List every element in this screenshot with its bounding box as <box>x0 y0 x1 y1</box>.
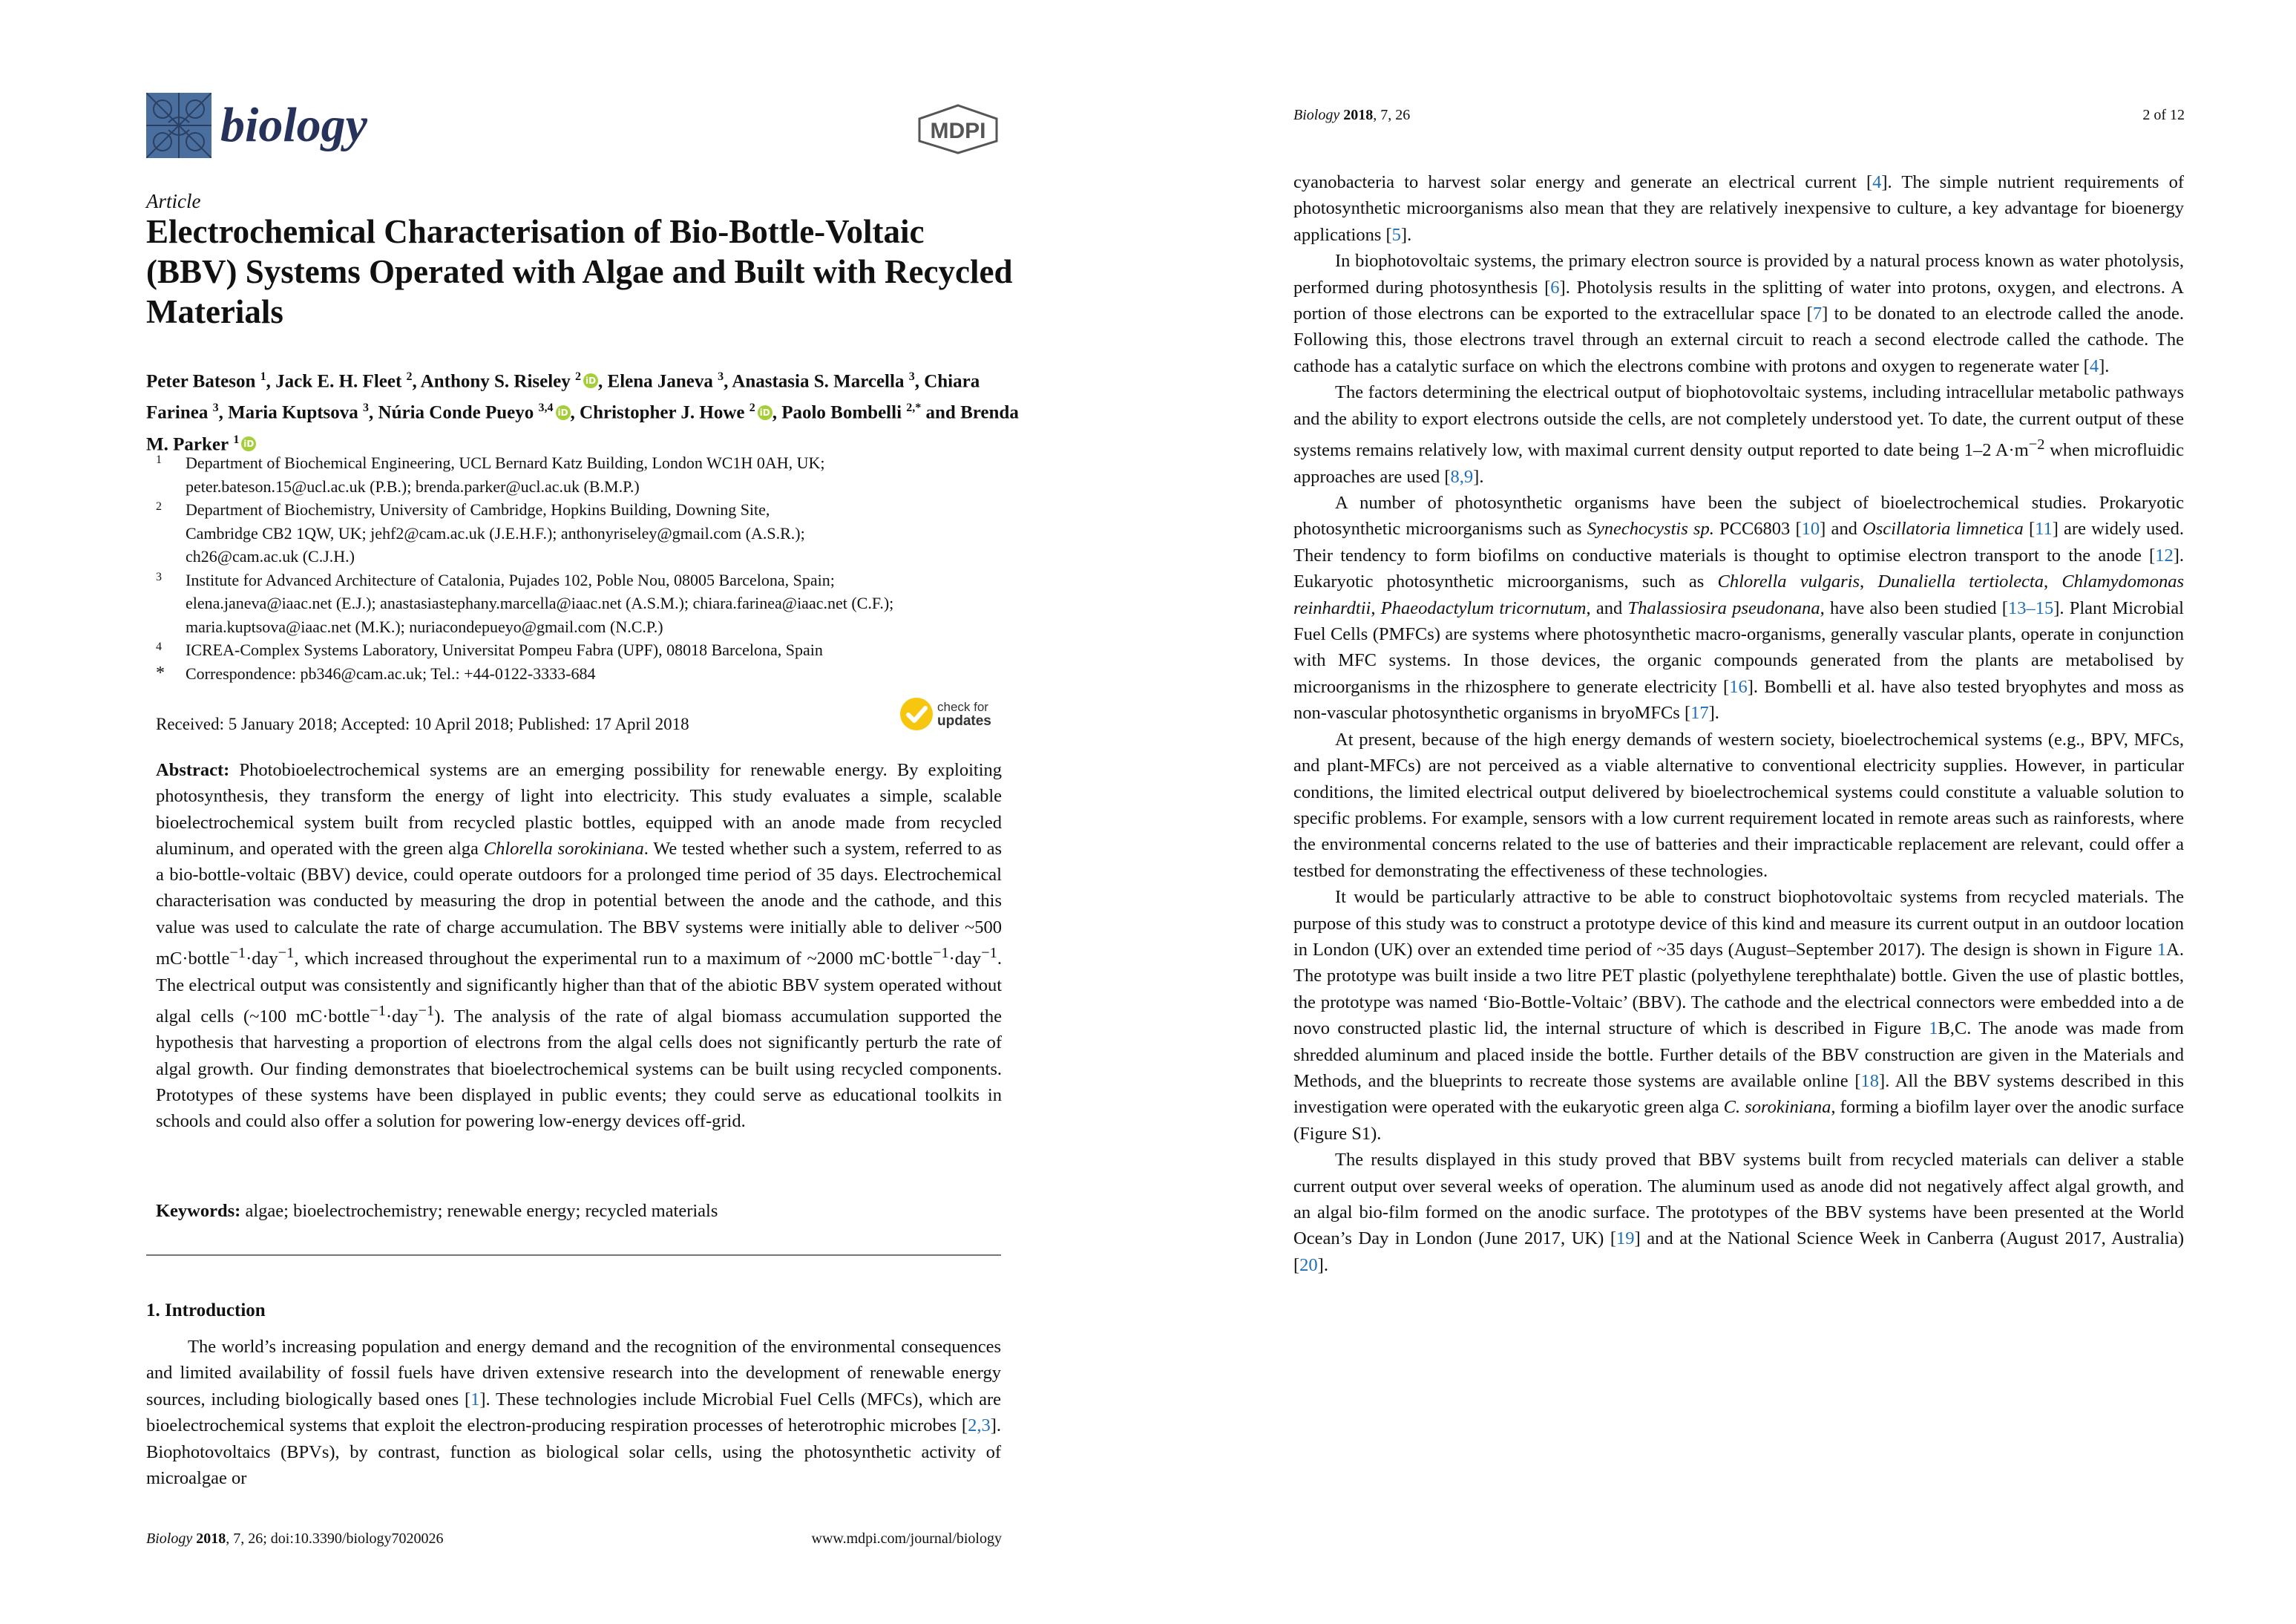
author-separator: , <box>369 402 378 423</box>
affiliation-line: Institute for Advanced Architecture of Catalonia, Pujades 102, Poble Nou, 08005 Barcelona, Spain; <box>186 570 835 589</box>
affiliation-line: ICREA-Complex Systems Laboratory, Universitat Pompeu Fabra (UPF), 08018 Barcelona, Spain <box>186 641 823 659</box>
publisher-name: MDPI <box>930 119 986 143</box>
affiliation-number: 1 <box>156 454 162 466</box>
author-affiliation-marker: 3 <box>212 402 219 415</box>
text: ] are widely used. Their tendency to form biofilms on conductive materials is thought to optimise electron transport to the anode [ <box>1293 519 2185 566</box>
abstract-sup: −1 <box>932 945 949 962</box>
paragraph <box>1293 248 2184 379</box>
running-head <box>1293 107 1410 124</box>
footer-citation <box>146 1530 444 1548</box>
abstract-text-2: . We tested whether such a system, referred to as a bio-bottle-voltaic (BBV) device, could operate outdoors for a prolonged time period of 35 days. Electrochemical characterisation was conducted by measuring the drop in potential between the anode and the cathode, and this value was used to calculate the rate of charge accumulation. The BBV systems were initially able to deliver ~500 mC·bottle <box>156 838 1002 969</box>
text: ]. Plant Microbial Fuel Cells (PMFCs) are systems where photosynthetic macro-organisms, generally vascular plants, operate in conjunction with MFC systems. In those devices, the organic compounds generated from the plants are metabolised by microorganisms in the rhizosphere to generate electricity [ <box>1293 597 2184 697</box>
footer-url[interactable]: www.mdpi.com/journal/biology <box>811 1530 1002 1547</box>
citation-link[interactable]: 16 <box>1729 676 1748 697</box>
paragraph <box>1293 379 2184 490</box>
affiliation-number: 3 <box>156 570 162 583</box>
text: ]. <box>2099 356 2110 376</box>
check-updates-icon <box>900 698 933 730</box>
abstract-sup: −1 <box>278 945 295 962</box>
citation-link[interactable]: 7 <box>1812 304 1823 324</box>
species-name: Chlorella vulgaris <box>1717 572 1860 592</box>
author-list <box>146 364 1022 458</box>
affiliation-text <box>186 569 1024 639</box>
text: A. The prototype was built inside a two litre PET plastic (polyethylene terephthalate) bottle. Given the use of plastic bottles, the prototype was named ‘Bio-Bottle-Voltaic’ (BBV). The cathode and the electrical connectors were embedded into a de novo constructed plastic lid, the internal structure of which is described in Figure <box>1293 939 2184 1039</box>
citation-link[interactable]: 20 <box>1299 1254 1318 1275</box>
text: [ <box>2023 519 2036 540</box>
abstract <box>156 757 1002 1134</box>
running-head-details: , 7, 26 <box>1373 107 1411 123</box>
abstract-text-3c: ·day <box>385 1006 419 1027</box>
article-type: Article <box>146 190 201 212</box>
paragraph <box>1293 490 2184 727</box>
check-for-updates-badge[interactable] <box>900 698 991 730</box>
citation-link[interactable]: 19 <box>1616 1228 1635 1249</box>
introduction-paragraph <box>146 1334 1001 1491</box>
text: , and <box>1586 597 1628 618</box>
keywords <box>156 1201 718 1222</box>
text: ]. The simple nutrient requirements of photosynthetic microorganisms also mean that they are relatively inexpensive to culture, a key advantage for bioenergy applications [ <box>1293 172 2184 245</box>
affiliation-line: maria.kuptsova@iaac.net (M.K.); nuriacondepueyo@gmail.com (N.C.P.) <box>186 617 663 636</box>
affiliation-line: elena.janeva@iaac.net (E.J.); anastasiastephany.marcella@iaac.net (A.S.M.); chiara.farinea@iaac.net (C.F.); <box>186 594 894 612</box>
abstract-sup: −1 <box>229 945 246 962</box>
abstract-sup: −1 <box>418 1002 435 1019</box>
author-affiliation-marker: 3 <box>908 370 915 383</box>
abstract-species: Chlorella sorokiniana <box>483 838 644 859</box>
affiliation-line: Correspondence: pb346@cam.ac.uk; Tel.: +44-0122-3333-684 <box>186 664 596 683</box>
page-2 <box>1148 0 2296 1624</box>
author-separator: , <box>598 371 608 392</box>
page-number: 2 of 12 <box>2142 107 2185 123</box>
author-affiliation-marker: 1 <box>260 370 266 383</box>
text: , <box>2044 572 2062 592</box>
text: ]. <box>1473 466 1484 487</box>
affiliation-text <box>186 451 1024 498</box>
species-name: Dunaliella tertiolecta <box>1877 572 2044 592</box>
orcid-icon[interactable]: iD <box>583 373 598 388</box>
author-name: Anastasia S. Marcella <box>732 371 905 392</box>
text: ]. Eukaryotic photosynthetic microorganisms, such as <box>1293 545 2184 592</box>
text: The factors determining the electrical output of biophotovoltaic systems, including intracellular metabolic pathways and the ability to export electrons outside the cells, are not completely understood yet. To date, the current output of these systems remains relatively low, with maximal current density output reported to date being 1–2 A·m <box>1293 382 2184 461</box>
citation-link[interactable]: 17 <box>1690 703 1709 724</box>
paragraph <box>1293 169 2184 248</box>
affiliation-number: 2 <box>156 500 162 513</box>
abstract-text-3b: ·day <box>948 949 982 969</box>
text: PCC6803 [ <box>1713 519 1802 540</box>
citation-link[interactable]: 12 <box>2155 545 2174 566</box>
species-name: C. sorokiniana <box>1723 1097 1831 1118</box>
citation-link[interactable]: 4 <box>1872 172 1882 192</box>
journal-name: biology <box>220 98 367 152</box>
intro-text: The world’s increasing population and energy demand and the recognition of the environmental consequences and limited availability of fossil fuels have driven extensive research into the development of renewable energy sources, including biologically based ones [ <box>146 1337 1001 1409</box>
affiliation-text <box>186 498 1024 569</box>
article-title: Electrochemical Characterisation of Bio-Bottle-Voltaic (BBV) Systems Operated with Algae and Built with Recycled Materials <box>146 213 1013 330</box>
author-name: Christopher J. Howe <box>580 402 745 423</box>
species-name: Thalassiosira pseudonana <box>1627 597 1820 618</box>
abstract-text-4: , which increased throughout the experimental run to a maximum of ~2000 mC·bottle <box>294 949 933 969</box>
author-separator: , <box>772 402 782 423</box>
mdpi-logo-icon <box>916 104 1000 158</box>
keywords-label: Keywords: <box>156 1201 241 1221</box>
author-name: Peter Bateson <box>146 371 256 392</box>
author-affiliation-marker: 1 <box>233 433 240 446</box>
author-name: Anthony S. Riseley <box>420 371 571 392</box>
author-affiliation-marker: 3,4 <box>538 402 554 415</box>
citation-link[interactable]: 8,9 <box>1450 466 1474 487</box>
citation-link[interactable]: 4 <box>2089 356 2099 376</box>
affiliation-item <box>156 638 1024 662</box>
author-affiliation-marker: 2,* <box>906 402 922 415</box>
author-name: Paolo Bombelli <box>781 402 902 423</box>
author-name: Maria Kuptsova <box>228 402 358 423</box>
affiliation-item <box>156 662 1024 686</box>
check-updates-line2: updates <box>937 713 991 729</box>
text: B,C. The anode was made from shredded aluminum and placed inside the bottle. Further details of the BBV construction are given in the Materials and Methods, and the blueprints to recreate those systems are available online [ <box>1293 1018 2184 1091</box>
author-separator: , <box>218 402 229 423</box>
species-name: Phaeodactylum tricornutum <box>1380 597 1587 618</box>
journal-logo <box>146 93 367 158</box>
citation-link[interactable]: 6 <box>1550 277 1560 298</box>
orcid-icon[interactable]: iD <box>758 405 773 420</box>
intro-text: ]. Biophotovoltaics (BPVs), by contrast, function as biological solar cells, using the photosynthetic activity of microalgae or <box>146 1415 1001 1489</box>
intro-text: ]. These technologies include Microbial Fuel Cells (MFCs), which are bioelectrochemical systems that exploit the electron-producing respiration processes of heterotrophic microbes [ <box>146 1389 1002 1436</box>
citation-link[interactable]: 5 <box>1391 224 1401 245</box>
species-name: Oscillatoria limnetica <box>1863 519 2024 540</box>
author-separator: , <box>724 371 732 392</box>
affiliation-item <box>156 451 1024 498</box>
author-separator: , <box>266 371 276 392</box>
text: ]. <box>1317 1254 1328 1275</box>
footer-year: 2018 <box>196 1530 226 1547</box>
text: ] to be donated to an electrode called the anode. Following this, those electrons travel through an external circuit to reach a second electrode called the cathode. The cathode has a catalytic surface on which the electrons combine with protons and oxygen to regenerate water [ <box>1293 304 2185 376</box>
running-head-journal: Biology <box>1293 107 1340 123</box>
affiliation-item <box>156 569 1024 639</box>
text: , <box>1371 597 1381 618</box>
orcid-icon[interactable]: iD <box>241 436 256 451</box>
author-name: Núria Conde Pueyo <box>378 402 534 423</box>
abstract-label: Abstract: <box>156 760 230 780</box>
paragraph: At present, because of the high energy demands of western society, bioelectrochemical systems (e.g., BPV, MFCs, and plant-MFCs) are not perceived as a viable alternative to conventional electricity supplies. However, in particular conditions, the limited electrical output delivered by bioelectrochemical systems could constitute a valuable solution to specific problems. For example, sensors with a low current requirement located in remote areas such as rainforests, where the environmental concerns related to the use of batteries and their impracticable replacement are relevant, could offer a testbed for demonstrating the effectiveness of these technologies. <box>1293 729 2184 881</box>
author-affiliation-marker: 3 <box>363 402 370 415</box>
paragraph <box>1293 884 2184 1147</box>
author-separator: , <box>914 371 925 392</box>
author-name: Elena Janeva <box>607 371 713 392</box>
orcid-icon[interactable]: iD <box>556 405 571 420</box>
affiliation-line: ch26@cam.ac.uk (C.J.H.) <box>186 547 355 566</box>
author-affiliation-marker: 3 <box>718 370 724 383</box>
text: In biophotovoltaic systems, the primary electron source is provided by a natural process known as water photolysis, performed during photosynthesis [ <box>1293 251 2184 298</box>
section-heading-introduction: 1. Introduction <box>146 1300 266 1320</box>
text: A number of photosynthetic organisms have been the subject of bioelectrochemical studies. Prokaryotic photosynthetic microorganisms such as <box>1293 493 2184 540</box>
text: when microfluidic approaches are used [ <box>1293 440 2184 487</box>
section-divider <box>146 1254 1001 1256</box>
citation-link[interactable]: 11 <box>2035 519 2053 540</box>
text: , have also been studied [ <box>1820 597 2008 618</box>
check-updates-line1: check for <box>937 700 988 714</box>
abstract-text-5: . The electrical output was consistently and significantly higher than that of the abiotic BBV system operated without algal cells (~100 mC·bottle <box>156 949 1002 1027</box>
affiliation-text <box>186 662 1024 686</box>
text: The results displayed in this study proved that BBV systems built from recycled materials can deliver a stable current output over several weeks of operation. The aluminum used as anode did not negatively affect algal growth, and an algal bio-film formed on the anodic surface. The prototypes of the BBV systems have been presented at the World Ocean’s Day in London (June 2017, UK) [ <box>1293 1150 2184 1249</box>
footer-journal: Biology <box>146 1530 193 1547</box>
body-text <box>1293 169 2184 1278</box>
text: ]. <box>1400 224 1412 245</box>
text: ] and <box>1820 519 1863 540</box>
abstract-text-6: ). The analysis of the rate of algal biomass accumulation supported the hypothesis that harvesting a proportion of electrons from the algal cells does not significantly perturb the rate of algal growth. Our finding demonstrates that bioelectrochemical systems can be built using recycled components. Prototypes of these systems have been displayed in public events; they could serve as educational toolkits in schools and could also offer a solution for powering low-energy devices off-grid. <box>156 1006 1002 1132</box>
affiliation-item <box>156 498 1024 569</box>
affiliation-text <box>186 638 1024 662</box>
abstract-text-3: ·day <box>246 949 278 969</box>
author-separator: , <box>412 371 421 392</box>
abstract-text-1: Photobioelectrochemical systems are an emerging possibility for renewable energy. By exploiting photosynthesis, they transform the energy of light into electricity. This study evaluates a simple, scalable bioelectrochemical system built from recycled plastic bottles, equipped with an anode made from recycled aluminum, and operated with the green alga <box>156 760 1003 859</box>
affiliation-line: Cambridge CB2 1QW, UK; jehf2@cam.ac.uk (J.E.H.F.); anthonyriseley@gmail.com (A.S.R.); <box>186 523 805 543</box>
author-separator: , <box>570 402 580 423</box>
figure-link[interactable]: 1 <box>1929 1018 1938 1039</box>
affiliation-number: * <box>156 663 165 683</box>
abstract-sup: −1 <box>981 945 997 962</box>
footer-details: , 7, 26; doi:10.3390/biology7020026 <box>226 1530 444 1547</box>
publication-dates: Received: 5 January 2018; Accepted: 10 April 2018; Published: 17 April 2018 <box>156 715 689 733</box>
author-affiliation-marker: 2 <box>406 370 413 383</box>
citation-link[interactable]: 18 <box>1860 1070 1880 1091</box>
citation-link[interactable]: 1 <box>470 1389 480 1409</box>
citation-link[interactable]: 13–15 <box>2007 597 2054 618</box>
citation-link[interactable]: 10 <box>1801 519 1820 540</box>
author-affiliation-marker: 2 <box>575 370 582 383</box>
keywords-text: algae; bioelectrochemistry; renewable energy; recycled materials <box>245 1201 718 1221</box>
species-name: Chlamydomonas reinhardtii <box>1293 572 2185 618</box>
text: ]. All the BBV systems described in this investigation were operated with the eukaryotic green alga <box>1293 1070 2184 1118</box>
figure-link[interactable]: 1 <box>2156 939 2167 960</box>
text: , <box>1860 572 1878 592</box>
author-name: Jack E. H. Fleet <box>275 371 402 392</box>
species-name: Synechocystis sp. <box>1587 519 1714 540</box>
text: ]. Photolysis results in the splitting of water into protons, oxygen, and electrons. A portion of those electrons can be exported to the extracellular space [ <box>1293 277 2184 324</box>
citation-link[interactable]: 2,3 <box>968 1415 991 1436</box>
text: , forming a biofilm layer over the anodic surface (Figure S1). <box>1293 1097 2184 1144</box>
affiliation-line: Department of Biochemistry, University of Cambridge, Hopkins Building, Downing Site, <box>186 500 770 519</box>
author-name: Chiara Farinea <box>146 371 980 423</box>
text: ] and at the National Science Week in Canberra (August 2017, Australia) [ <box>1293 1228 2184 1275</box>
affiliation-number: 4 <box>156 641 162 653</box>
paragraph <box>1293 1147 2184 1278</box>
affiliation-line: peter.bateson.15@ucl.ac.uk (P.B.); brenda.parker@ucl.ac.uk (B.M.P.) <box>186 477 640 496</box>
affiliation-line: Department of Biochemical Engineering, UCL Bernard Katz Building, London WC1H 0AH, UK; <box>186 454 825 472</box>
journal-logo-icon <box>146 93 211 158</box>
abstract-sup: −1 <box>370 1002 386 1019</box>
author-separator: and <box>921 402 961 423</box>
superscript: −2 <box>2028 436 2045 454</box>
text: cyanobacteria to harvest solar energy and generate an electrical current [ <box>1293 172 1873 192</box>
affiliations <box>156 451 1024 685</box>
text: It would be particularly attractive to be able to construct biophotovoltaic systems from recycled materials. The purpose of this study was to construct a prototype device of this kind and measure its current output in an outdoor location in London (UK) over an extended time period of ~35 days (August–September 2017). The design is shown in Figure <box>1293 887 2184 960</box>
text: ]. <box>1708 703 1719 724</box>
running-head-year: 2018 <box>1343 107 1374 123</box>
author-name: Brenda M. Parker <box>146 402 1019 454</box>
text: ]. Bombelli et al. have also tested bryophytes and moss as non-vascular photosynthetic organisms in bryoMFCs [ <box>1293 676 2185 724</box>
author-affiliation-marker: 2 <box>749 402 755 415</box>
